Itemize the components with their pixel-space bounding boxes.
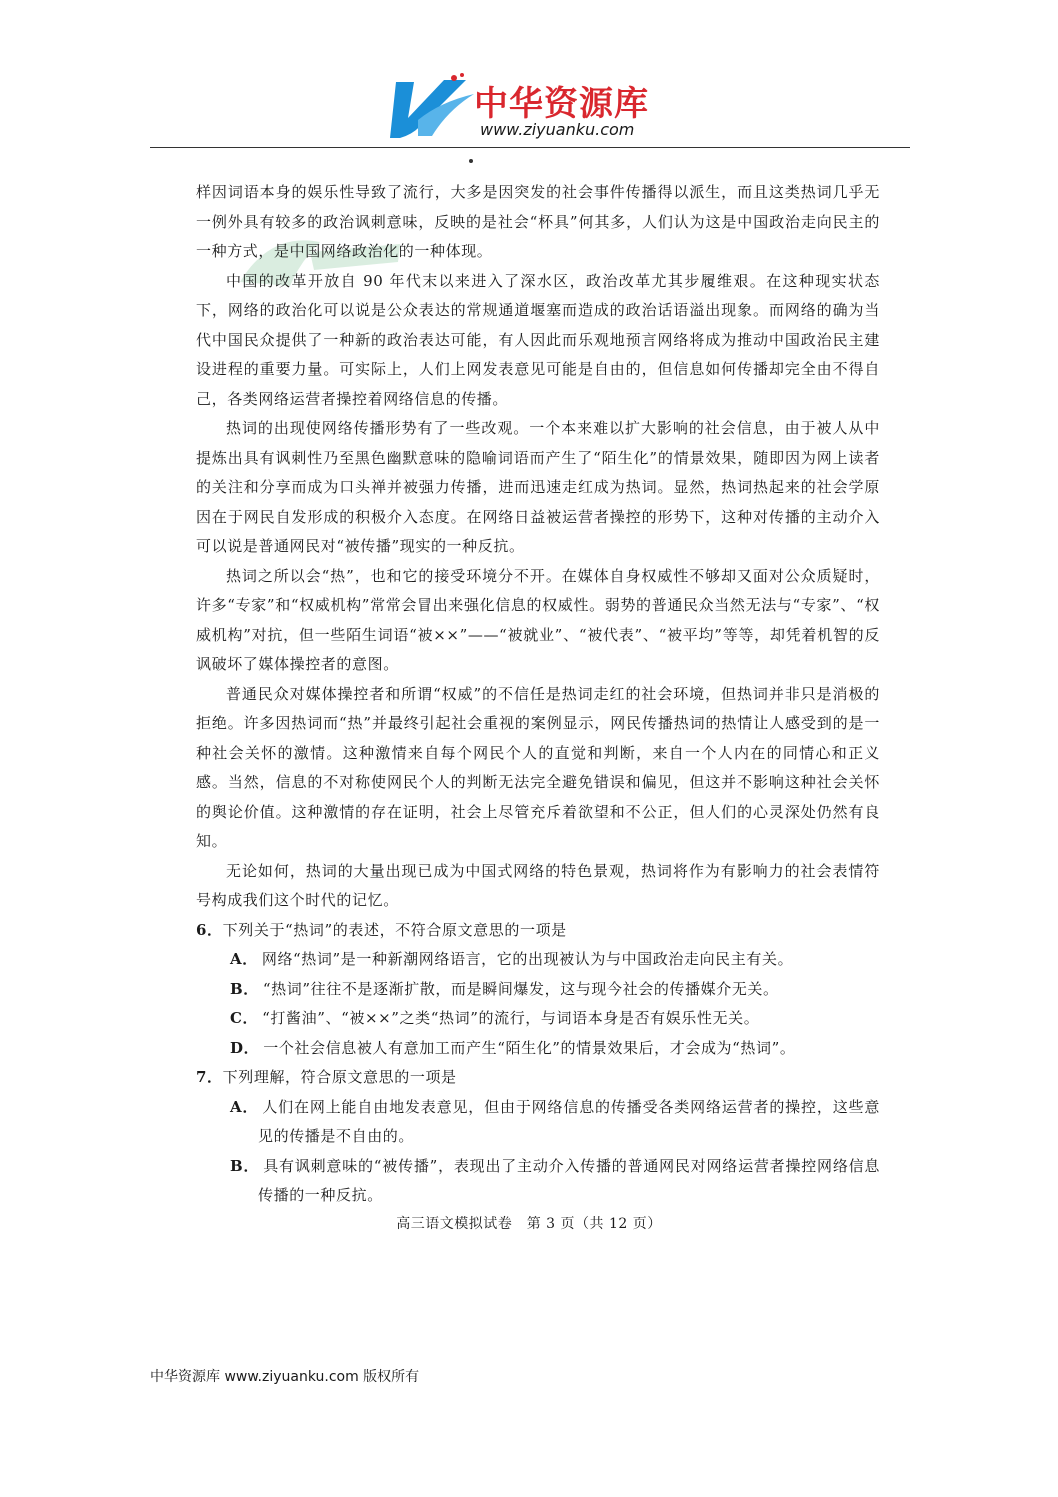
option-letter: A． — [230, 1097, 259, 1116]
page-footer: 高三语文模拟试卷 第 3 页（共 12 页） — [396, 1216, 662, 1232]
option-text: 人们在网上能自由地发表意见，但由于网络信息的传播受各类网络运营者的操控，这些意见的传播是不自由的。 — [258, 1097, 880, 1145]
logo-chinese-text: 中华资源库 — [474, 84, 649, 124]
paragraph-3: 热词的出现使网络传播形势有了一些改观。一个本来难以扩大影响的社会信息，由于被人从中提炼出具有讽刺性乃至黑色幽默意味的隐喻词语而产生了“陌生化”的情景效果，随即因为网上读者的关注和分享而成为口头禅并被强力传播，进而迅速走红成为热词。显然，热词热起来的社会学原因在于网民自发形成的积极介入态度。在网络日益被运营者操控的形势下，这种对传播的主动介入可以说是普通网民对“被传播”现实的一种反抗。 — [196, 419, 880, 555]
paragraph-5: 普通民众对媒体操控者和所谓“权威”的不信任是热词走红的社会环境，但热词并非只是消极的拒绝。许多因热词而“热”并最终引起社会重视的案例显示，网民传播热词的热情让人感受到的是一种社会关怀的激情。这种激情来自每个网民个人的直觉和判断，来自一个人内在的同情心和正义感。当然，信息的不对称使网民个人的判断无法完全避免错误和偏见，但这并不影响这种社会关怀的舆论价值。这种激情的存在证明，社会上尽管充斥着欲望和不公正，但人们的心灵深处仍然有良知。 — [196, 684, 880, 850]
question-6 — [196, 916, 880, 946]
option-letter: B． — [230, 1156, 260, 1175]
paragraph-4: 热词之所以会“热”，也和它的接受环境分不开。在媒体自身权威性不够却又面对公众质疑时，许多“专家”和“权威机构”常常会冒出来强化信息的权威性。弱势的普通民众当然无法与“专家”、“权威机构”对抗，但一些陌生词语“被××”——“被就业”、“被代表”、“被平均”等等，却凭着机智的反讽破坏了媒体操控者的意图。 — [196, 566, 880, 673]
question-stem: 下列理解，符合原文意思的一项是 — [222, 1068, 457, 1086]
option-letter: A． — [230, 950, 258, 968]
question-6-option-b — [230, 975, 880, 1005]
question-6-option-c — [230, 1004, 880, 1034]
logo-k-icon — [388, 72, 478, 146]
question-7-option-b — [230, 1152, 880, 1211]
option-letter: B． — [230, 979, 259, 998]
question-number: 6． — [196, 920, 223, 939]
question-stem: 下列关于“热词”的表述，不符合原文意思的一项是 — [222, 920, 567, 939]
article-body — [196, 178, 880, 1211]
question-7 — [196, 1063, 880, 1093]
option-letter: D． — [230, 1038, 260, 1057]
logo-url-text: www.ziyuanku.com — [480, 120, 635, 139]
question-6-option-d — [230, 1034, 880, 1064]
option-text: “热词”往往不是逐渐扩散，而是瞬间爆发，这与现今社会的传播媒介无关。 — [262, 979, 779, 998]
option-text: 一个社会信息被人有意加工而产生“陌生化”的情景效果后，才会成为“热词”。 — [263, 1038, 796, 1057]
paragraph-1: 样因词语本身的娱乐性导致了流行，大多是因突发的社会事件传播得以派生，而且这类热词几乎无一例外具有较多的政治讽刺意味，反映的是社会“杯具”何其多，人们认为这是中国政治走向民主的一种方式，是中国网络政治化的一种体现。 — [196, 183, 880, 260]
option-text: 网络“热词”是一种新潮网络语言，它的出现被认为与中国政治走向民主有关。 — [261, 950, 794, 968]
option-text: 具有讽刺意味的“被传播”，表现出了主动介入传播的普通网民对网络运营者操控网络信息传播的一种反抗。 — [258, 1156, 880, 1204]
site-logo — [388, 72, 688, 146]
option-text: “打酱油”、“被××”之类“热词”的流行，与词语本身是否有娱乐性无关。 — [262, 1009, 760, 1027]
header-divider — [150, 147, 910, 148]
question-number: 7． — [196, 1068, 223, 1086]
question-7-option-a — [230, 1093, 880, 1152]
copyright-notice: 中华资源库 www.ziyuanku.com 版权所有 — [150, 1369, 420, 1385]
paragraph-2: 中国的改革开放自 90 年代末以来进入了深水区，政治改革尤其步履维艰。在这种现实状态下，网络的政治化可以说是公众表达的常规通道堰塞而造成的政治话语溢出现象。而网络的确为当代中国民众提供了一种新的政治表达可能，有人因此而乐观地预言网络将成为推动中国政治民主建设进程的重要力量。可实际上，人们上网发表意见可能是自由的，但信息如何传播却完全由不得自己，各类网络运营者操控着网络信息的传播。 — [196, 271, 880, 408]
header-dot — [469, 159, 473, 163]
paragraph-6: 无论如何，热词的大量出现已成为中国式网络的特色景观，热词将作为有影响力的社会表情符号构成我们这个时代的记忆。 — [196, 861, 880, 909]
option-letter: C． — [230, 1009, 259, 1027]
question-6-option-a — [230, 945, 880, 975]
